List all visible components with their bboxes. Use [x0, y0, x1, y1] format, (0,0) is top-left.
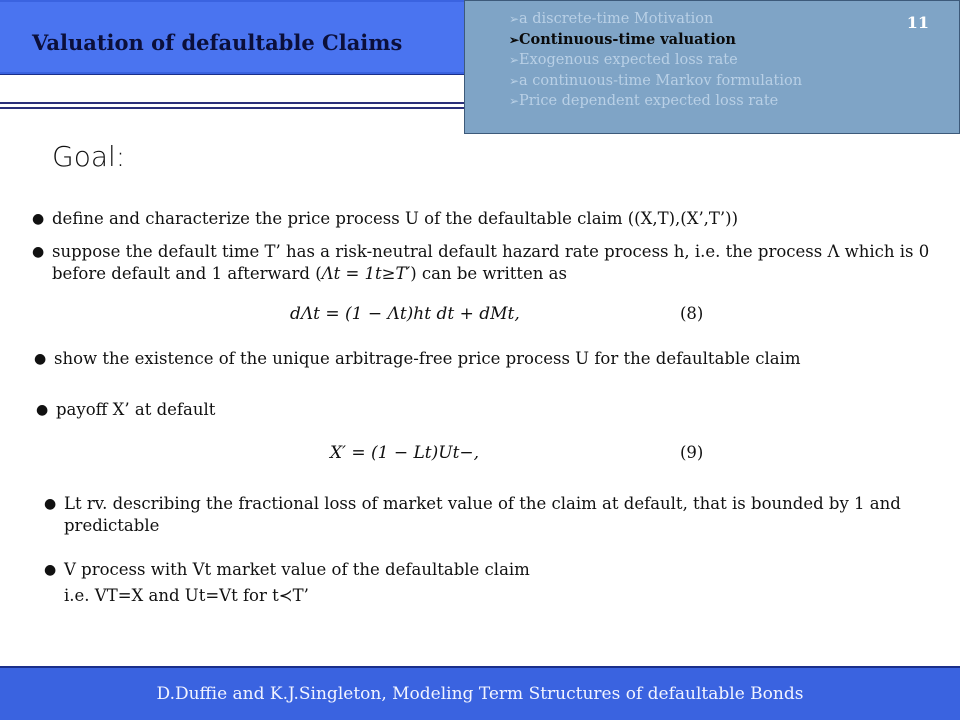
bullet-show: ● show the existence of the unique arbitrage-free price process U for the defaultable claim — [34, 349, 801, 368]
arrow-bullet-icon: ➢ — [509, 32, 520, 47]
bullet-icon: ● — [36, 402, 49, 418]
arrow-bullet-icon: ➢ — [509, 12, 520, 26]
title-bar — [0, 0, 466, 75]
section-list — [509, 9, 802, 112]
slide-title: Valuation of defaultable Claims — [32, 30, 403, 55]
page-number: 11 — [906, 13, 929, 32]
nav-item-discrete-time[interactable]: ➢a discrete-time Motivation — [509, 9, 802, 30]
arrow-bullet-icon: ➢ — [509, 73, 520, 88]
bullet-icon: ● — [32, 244, 45, 260]
goal-heading: Goal: — [52, 140, 126, 173]
equation-8: dΛt = (1 − Λt)ht dt + dMt, — [290, 304, 520, 324]
nav-item-exogenous[interactable]: ➢Exogenous expected loss rate — [509, 50, 802, 71]
nav-item-markov[interactable]: ➢a continuous-time Markov formulation — [509, 71, 802, 92]
footer-citation: D.Duffie and K.J.Singleton, Modeling Term Structures of defaultable Bonds — [156, 684, 804, 704]
bullet-suppose: ● suppose the default time T’ has a risk-neutral default hazard rate process h, i.e. the process Λ which is 0 before default and 1 afterward (Λt = 1t≥T′) can be written as — [52, 241, 942, 285]
equation-9: X′ = (1 − Lt)Ut−, — [330, 443, 480, 463]
bullet-suppose-line2: before default and 1 afterward (Λt = 1t≥T′) can be written as — [52, 264, 567, 283]
bullet-icon: ● — [44, 562, 57, 578]
nav-item-continuous-time[interactable]: ➢Continuous-time valuation — [509, 30, 802, 51]
bullet-icon: ● — [32, 211, 45, 227]
lambda-indicator-math: Λt = 1t≥T′ — [321, 264, 411, 283]
bullet-loss: ● Lt rv. describing the fractional loss of market value of the claim at default, that is bounded by 1 and predictable — [44, 494, 901, 535]
bullet-icon: ● — [44, 496, 57, 512]
arrow-bullet-icon: ➢ — [509, 53, 520, 67]
bullet-payoff: ● payoff X’ at default — [36, 400, 216, 419]
bullet-define: ● define and characterize the price process U of the defaultable claim ((X,T),(X’,T’)) — [32, 209, 739, 228]
bullet-v-process: ● V process with Vt market value of the defaultable claim i.e. VT=X and Ut=Vt for t≺T’ — [44, 560, 530, 605]
title-bar-inner — [0, 2, 466, 72]
arrow-bullet-icon: ➢ — [509, 94, 520, 108]
equation-9-number: (9) — [680, 443, 704, 462]
bullet-icon: ● — [34, 351, 47, 367]
section-navigator — [464, 0, 960, 134]
equation-8-number: (8) — [680, 304, 704, 323]
footer-bar — [0, 666, 960, 720]
nav-item-price-dependent[interactable]: ➢Price dependent expected loss rate — [509, 91, 802, 112]
